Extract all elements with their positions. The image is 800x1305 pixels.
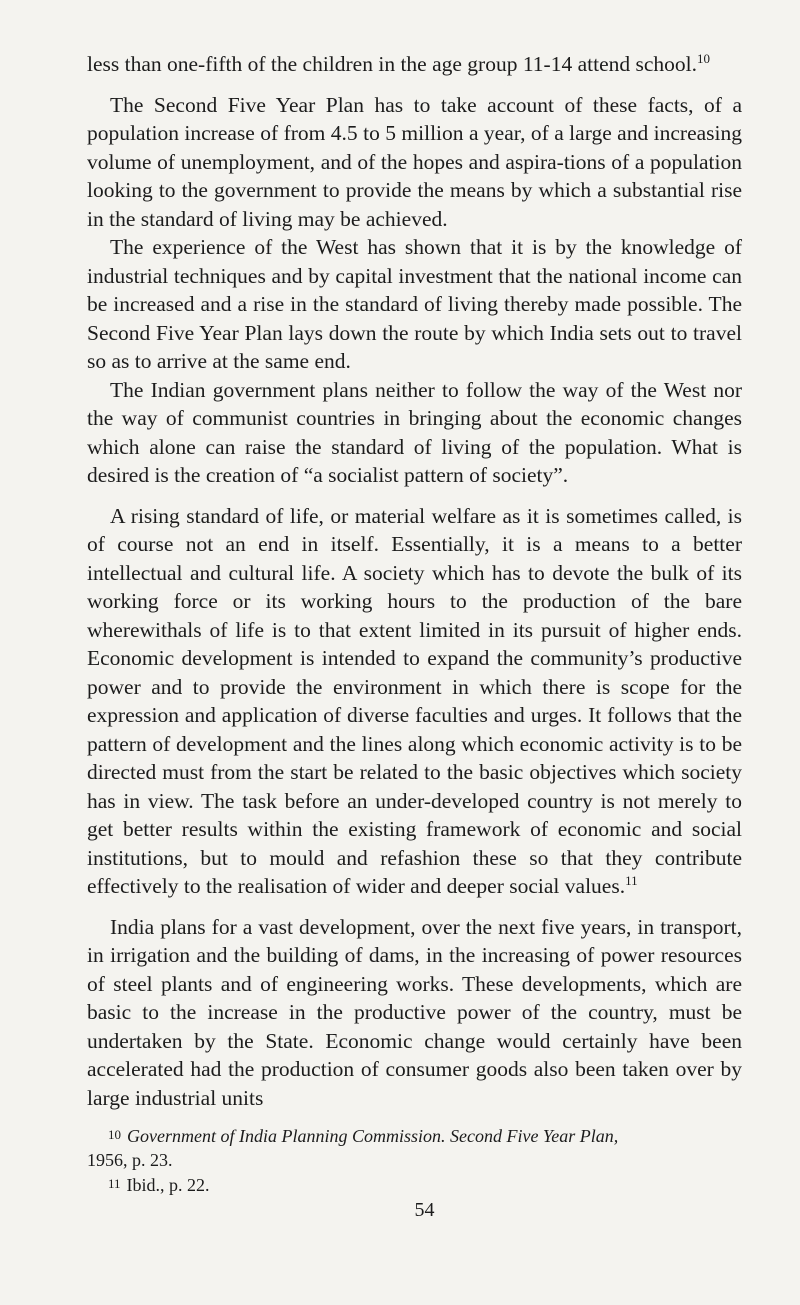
- paragraph-text: less than one-fifth of the children in the age group 11-14 attend school.: [87, 52, 697, 76]
- footnotes: [87, 1123, 742, 1197]
- footnote-11: [87, 1172, 742, 1197]
- footnote-number: 10: [108, 1127, 121, 1142]
- footnote-ref-10: 10: [697, 51, 710, 66]
- document-page: [87, 50, 742, 1222]
- paragraph-indian-government: The Indian government plans neither to follow the way of the West nor the way of communist countries in bringing about the economic changes which alone can raise the standard of living of the population. What is desired is the creation of “a socialist pattern of society”.: [87, 377, 742, 487]
- footnote-10: [87, 1123, 742, 1172]
- page-number: 54: [414, 1199, 435, 1221]
- footnote-detail: 1956, p. 23.: [87, 1150, 173, 1170]
- paragraph-continued: [87, 50, 742, 79]
- footnote-text: Ibid., p. 22.: [126, 1175, 210, 1195]
- footnote-number: 11: [108, 1176, 121, 1191]
- paragraph-rising-standard: [87, 502, 742, 901]
- paragraph-experience-west: The experience of the West has shown that it is by the knowledge of industrial techniques and by capital investment that the national income can be increased and a rise in the standard of living thereby made possible. The Second Five Year Plan lays down the route by which India sets out to travel so as to arrive at the same end.: [87, 235, 742, 373]
- footnote-source: Government of India Planning Commission. Second Five Year Plan,: [127, 1126, 619, 1146]
- paragraph-second-plan: The Second Five Year Plan has to take account of these facts, of a population increase of from 4.5 to 5 million a year, of a large and increasing volume of unemployment, and of the hopes and aspira-tions of a population looking to the government to provide the means by which a substantial rise in the standard of living may be achieved.: [87, 92, 742, 231]
- paragraph-text: A rising standard of life, or material welfare as it is sometimes called, is of course not an end in itself. Essentially, it is a means to a better intellectual and cultural life. A society which has to devote the bulk of its working force or its working hours to the production of the bare wherewithals of life is to that extent limited in its pursuit of higher ends. Economic development is intended to expand the community’s productive power and to provide the environment in which there is scope for the expression and application of diverse faculties and urges. It follows that the pattern of development and the lines along which economic activity is to be directed must from the start be related to the basic objectives which society has in view. The task before an under-developed country is not merely to get better results within the existing framework of economic and social institutions, but to mould and refashion these so that they contribute effectively to the realisation of wider and deeper social values.: [87, 503, 742, 898]
- footnote-ref-11: 11: [625, 873, 638, 888]
- paragraph-india-plans: India plans for a vast development, over the next five years, in transport, in irrigation and the building of dams, in the increasing of power resources of steel plants and of engineering works. These developments, which are basic to the increase in the productive power of the country, must be undertaken by the State. Economic change would certainly have been accelerated had the production of consumer goods also been taken over by large industrial units: [87, 914, 742, 1110]
